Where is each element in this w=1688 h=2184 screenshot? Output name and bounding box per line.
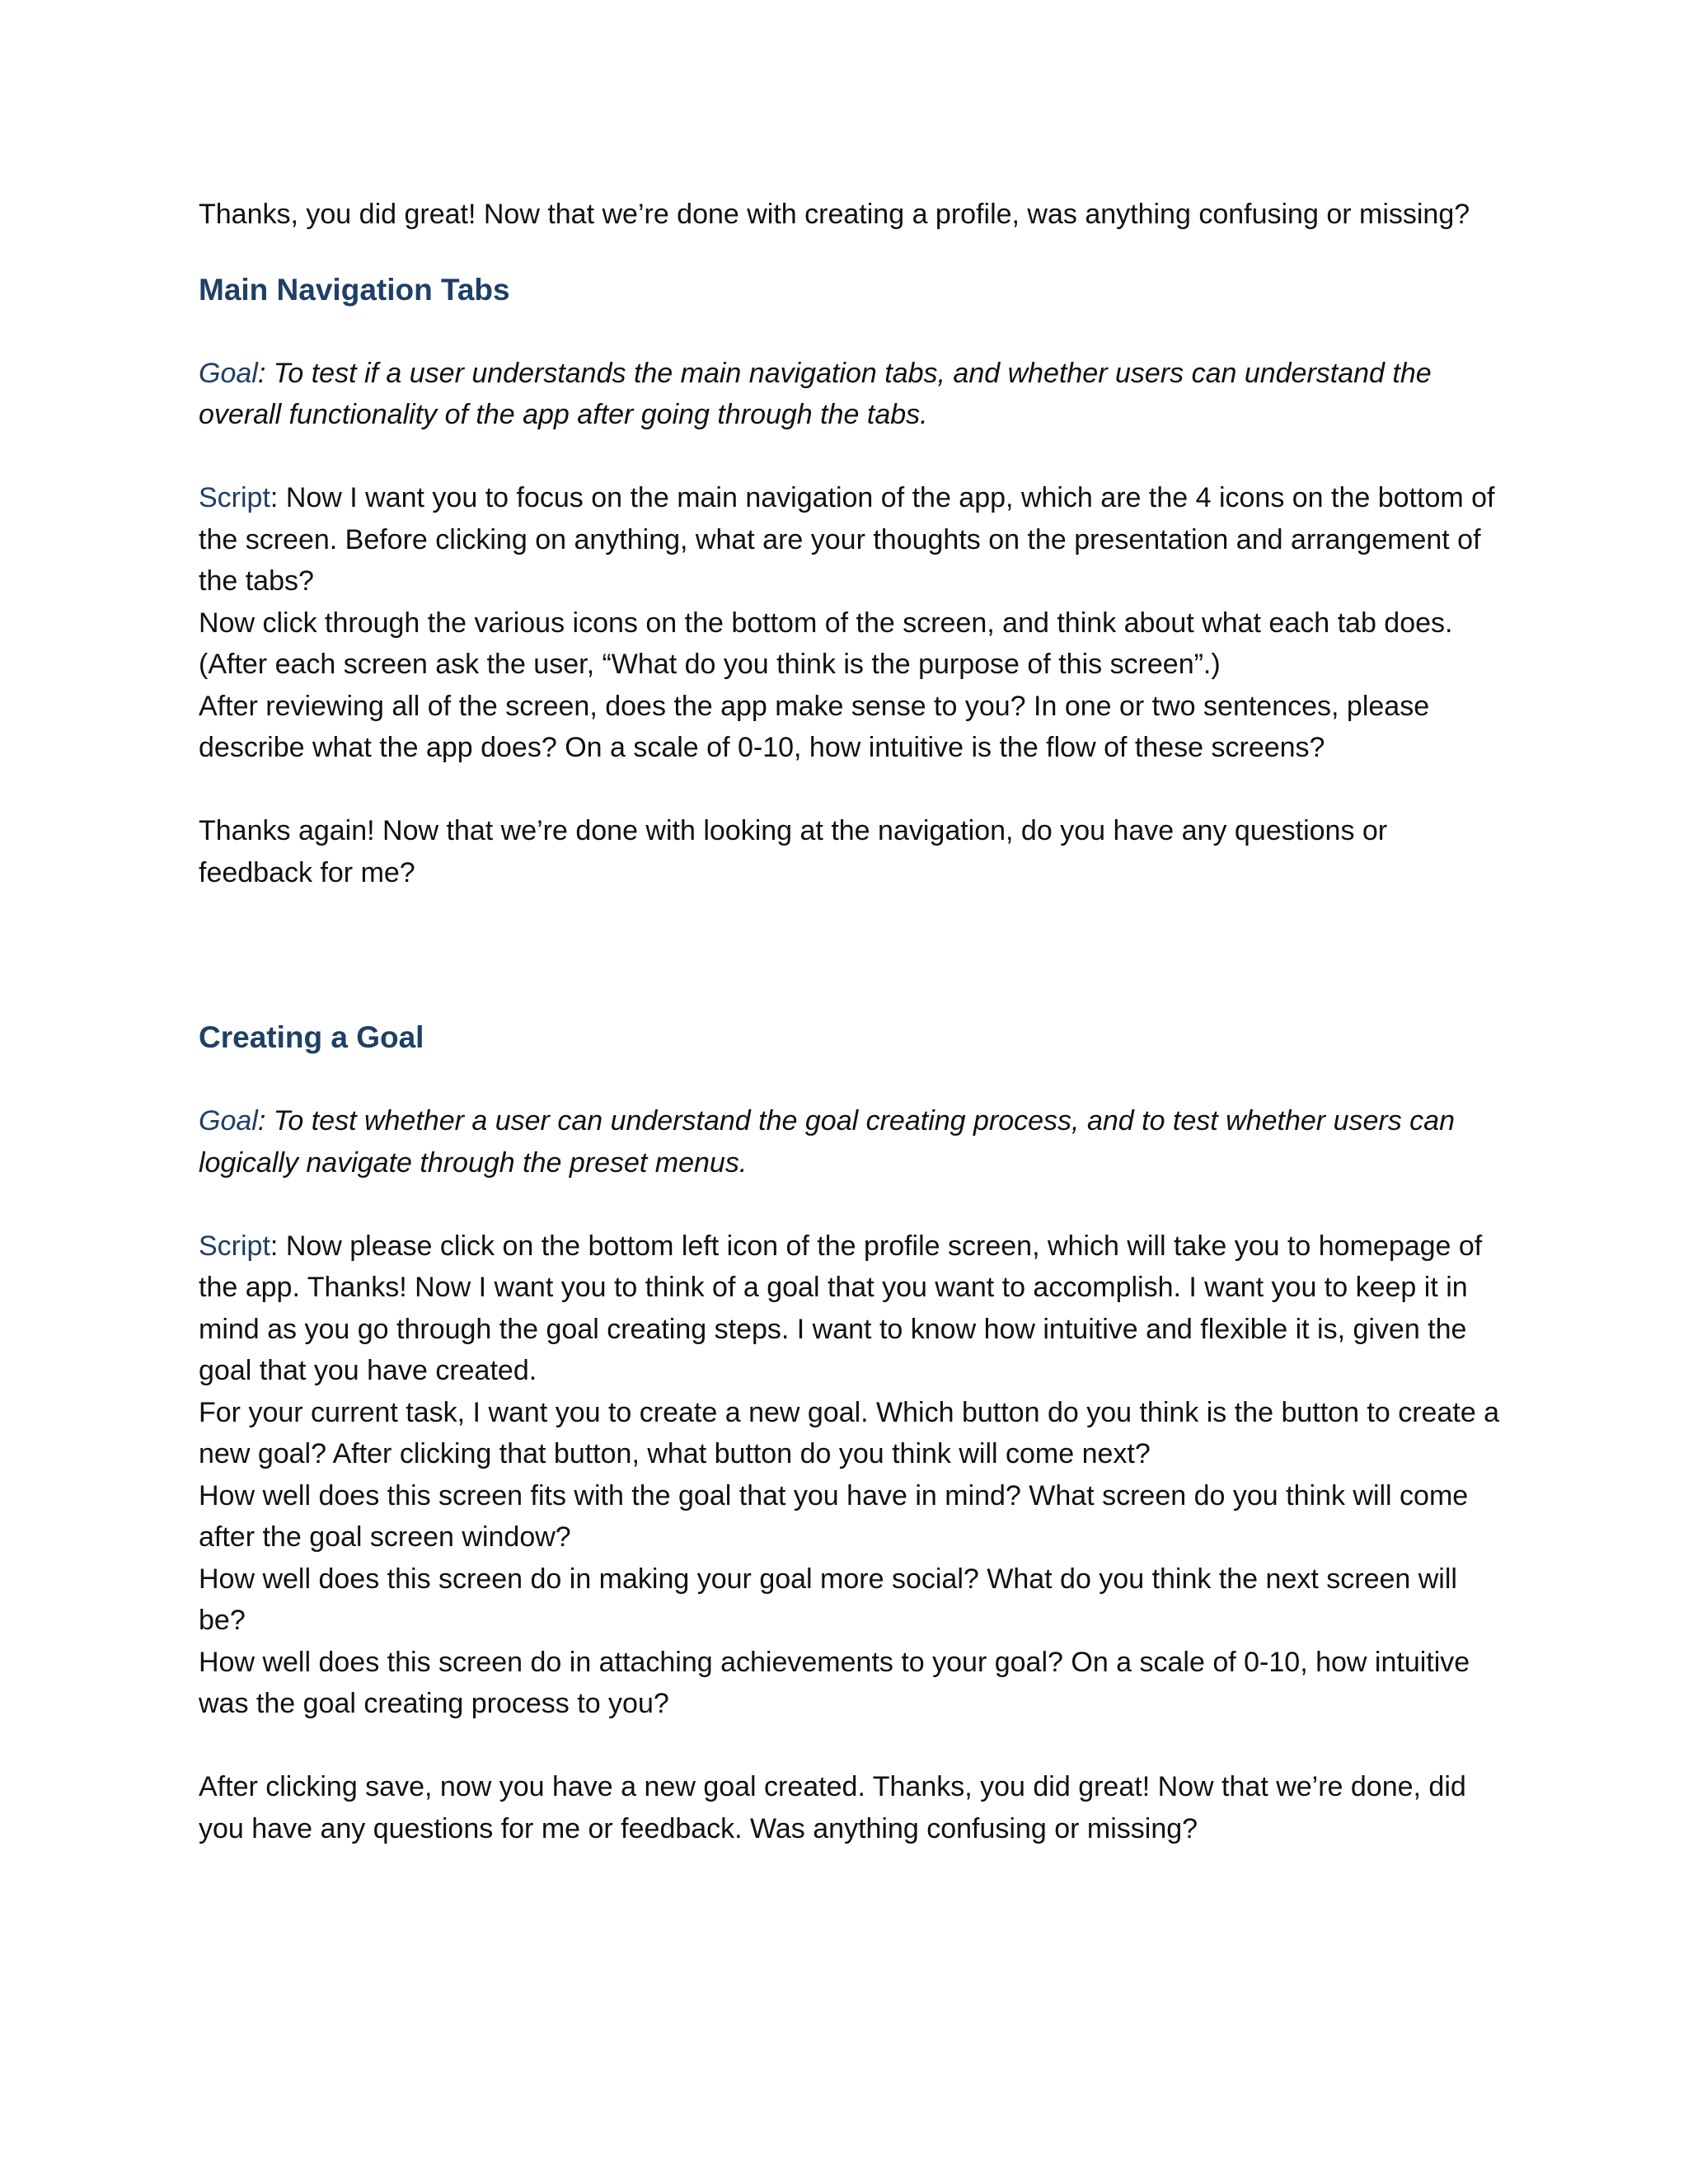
- script-label: Script: [199, 1230, 270, 1262]
- closing-paragraph: After clicking save, now you have a new goal created. Thanks, you did great! Now that we’re done, did you have any questions for me or feedback. Was anything confusing or missing?: [199, 1771, 1466, 1844]
- spacer: [199, 769, 1501, 811]
- closing-paragraph: Thanks again! Now that we’re done with looking at the navigation, do you have any questions or feedback for me?: [199, 815, 1388, 888]
- spacer: [199, 436, 1501, 478]
- goal-paragraph: [199, 353, 1501, 436]
- goal-text: : To test whether a user can understand the goal creating process, and to test whether users can logically navigate through the preset menus.: [199, 1105, 1455, 1179]
- section-heading-main-navigation: Main Navigation Tabs: [199, 272, 510, 307]
- script-text: : Now please click on the bottom left icon of the profile screen, which will take you to homepage of the app. Thanks! Now I want you to think of a goal that you want to accomplish. I want you to keep it in mind as you go through the goal creating steps. I want to know how intuitive and flexible it is, given the goal that you have created.: [199, 1230, 1483, 1386]
- script-label: Script: [199, 482, 270, 513]
- section-heading-creating-goal: Creating a Goal: [199, 1020, 424, 1054]
- goal-label: Goal: [199, 357, 258, 389]
- intro-paragraph: Thanks, you did great! Now that we’re done with creating a profile, was anything confusing or missing?: [199, 199, 1470, 230]
- spacer: [199, 1058, 1501, 1100]
- goal-text: : To test if a user understands the main navigation tabs, and whether users can understand the overall functionality of the app after going through the tabs.: [199, 357, 1432, 430]
- script-line: How well does this screen do in making your goal more social? What do you think the next screen will be?: [199, 1563, 1457, 1636]
- script-line: After reviewing all of the screen, does the app make sense to you? In one or two sentences, please describe what the app does? On a scale of 0-10, how intuitive is the flow of these screens?: [199, 690, 1430, 763]
- spacer: [199, 1725, 1501, 1767]
- script-paragraph: [199, 477, 1501, 602]
- script-paragraph: [199, 1226, 1501, 1392]
- spacer: [199, 893, 1501, 1017]
- spacer: [199, 1183, 1501, 1226]
- script-line: Now click through the various icons on the bottom of the screen, and think about what each tab does. (After each screen ask the user, “What do you think is the purpose of this screen”.): [199, 607, 1453, 680]
- spacer: [199, 236, 1501, 269]
- script-line: How well does this screen fits with the goal that you have in mind? What screen do you think will come after the goal screen window?: [199, 1479, 1469, 1553]
- spacer: [199, 311, 1501, 353]
- script-line: For your current task, I want you to create a new goal. Which button do you think is the button to create a new goal? After clicking that button, what button do you think will come next?: [199, 1396, 1500, 1469]
- document-body: [199, 194, 1501, 1849]
- script-text: : Now I want you to focus on the main navigation of the app, which are the 4 icons on the bottom of the screen. Before clicking on anything, what are your thoughts on the presentation and arrangement of the tabs?: [199, 482, 1495, 597]
- script-line: How well does this screen do in attaching achievements to your goal? On a scale of 0-10, how intuitive was the goal creating process to you?: [199, 1646, 1470, 1719]
- goal-paragraph: [199, 1100, 1501, 1183]
- goal-label: Goal: [199, 1105, 258, 1137]
